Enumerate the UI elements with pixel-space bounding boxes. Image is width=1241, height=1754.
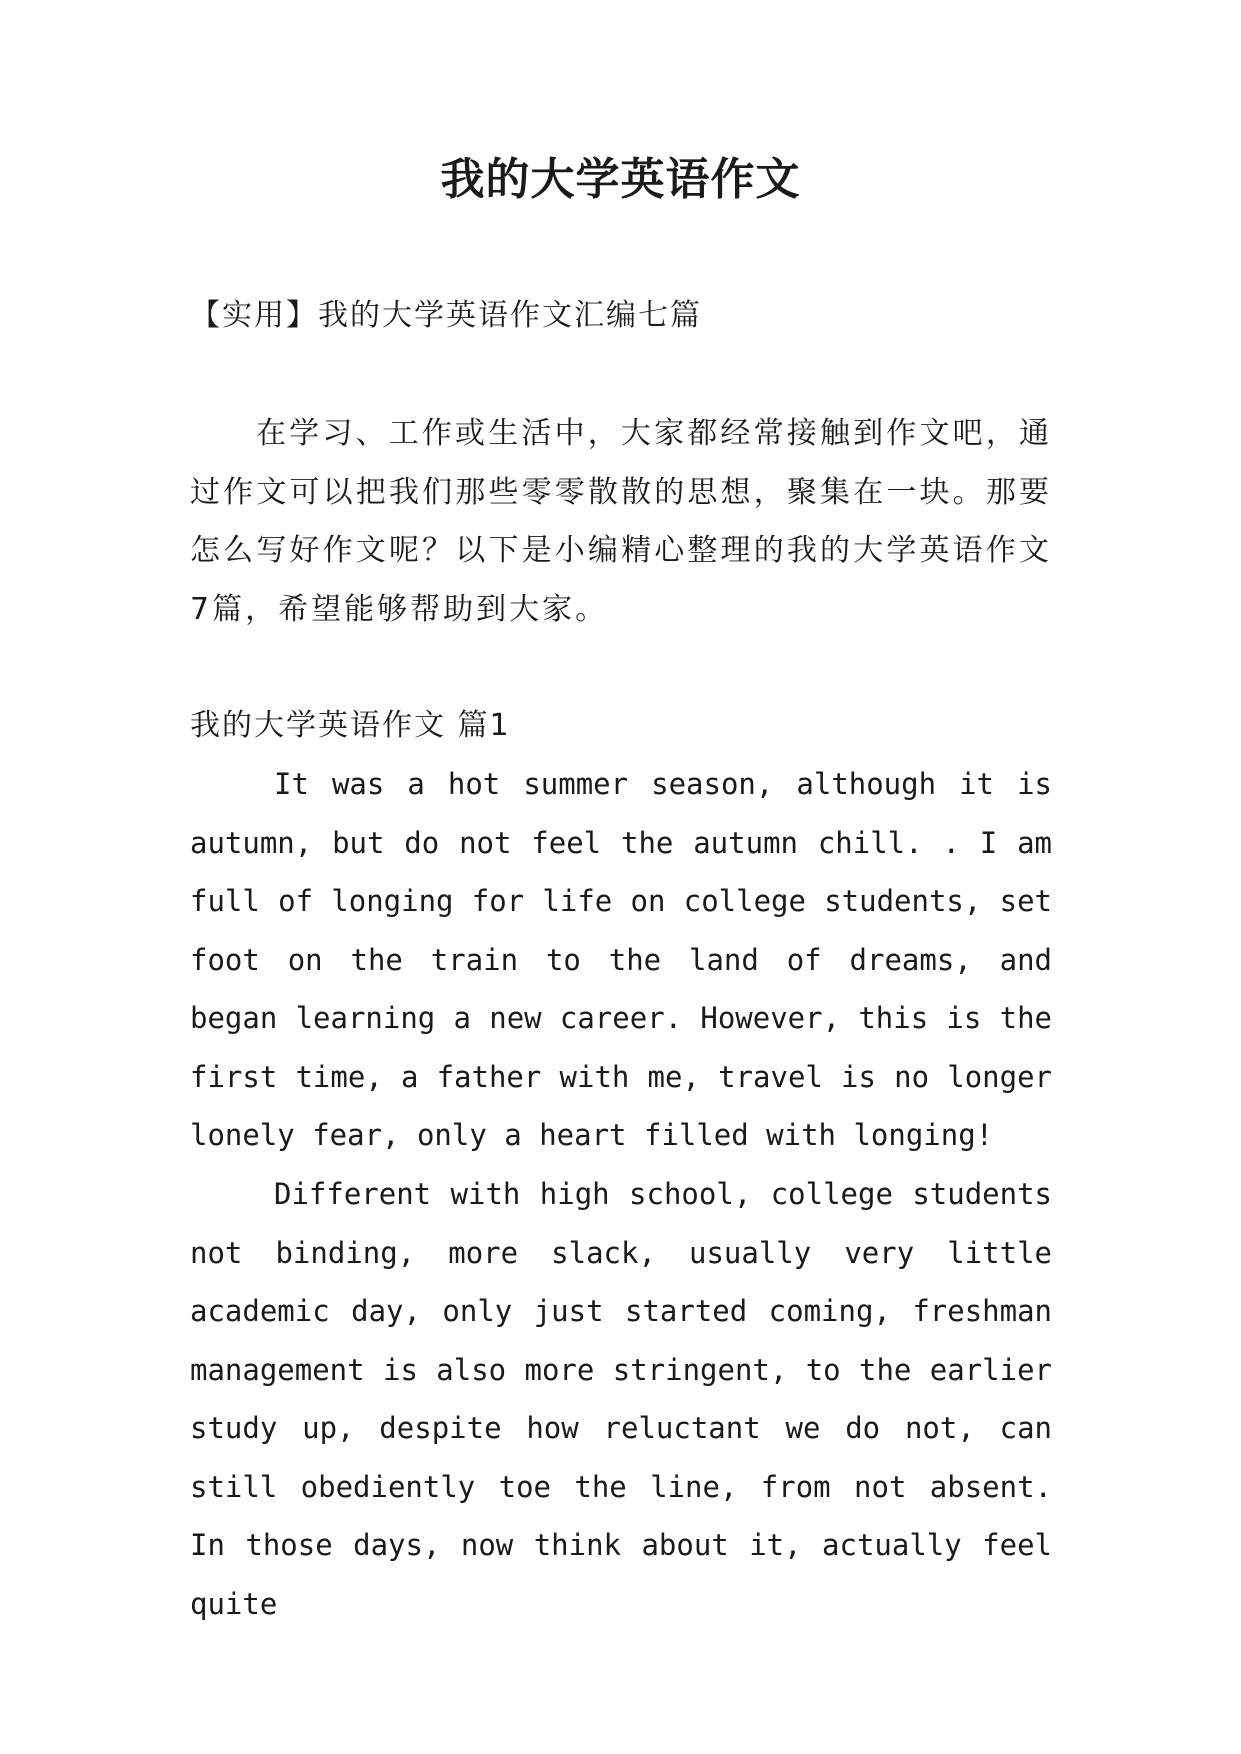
- document-title: 我的大学英语作文: [440, 154, 801, 205]
- body-paragraph: Different with high school, college students not binding, more slack, usually very little academic day, only just started coming, freshman management is also more stringent, to the earlier study up, despite how reluctant we do not, can still obediently toe the line, from not absent. In those days, now think about it, actually feel quite: [190, 1177, 1052, 1621]
- section-heading: 我的大学英语作文 篇1: [190, 708, 511, 743]
- body-paragraph: It was a hot summer season, although it is autumn, but do not feel the autumn chill. . I am full of longing for life on college students, set foot on the train to the land of dreams, and began learning a new career. However, this is the first time, a father with me, travel is no longer lonely fear, only a heart filled with longing!: [190, 767, 1052, 1152]
- document-subtitle: 【实用】我的大学英语作文汇编七篇: [190, 298, 702, 333]
- intro-paragraph: 在学习、工作或生活中，大家都经常接触到作文吧，通过作文可以把我们那些零零散散的思想，聚集在一块。那要怎么写好作文呢？以下是小编精心整理的我的大学英语作文7篇，希望能够帮助到大家。: [190, 416, 1052, 627]
